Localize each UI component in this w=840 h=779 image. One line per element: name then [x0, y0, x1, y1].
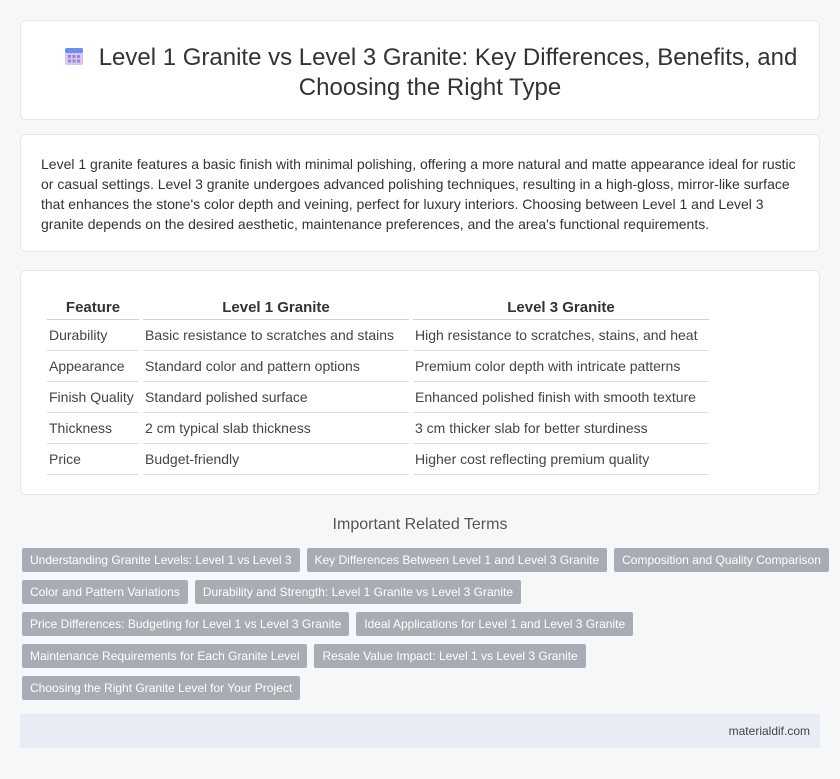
related-term-tag[interactable]: Color and Pattern Variations	[22, 580, 188, 604]
table-cell: Finish Quality	[47, 382, 139, 413]
table-row	[47, 382, 709, 413]
table-cell: Standard color and pattern options	[143, 351, 409, 382]
related-term-tag[interactable]: Choosing the Right Granite Level for Your Project	[22, 676, 300, 700]
table-cell: Enhanced polished finish with smooth texture	[413, 382, 709, 413]
header-feature: Feature	[47, 295, 139, 320]
header-level1: Level 1 Granite	[143, 295, 409, 320]
table-cell: Standard polished surface	[143, 382, 409, 413]
table-cell: Basic resistance to scratches and stains	[143, 320, 409, 351]
tag-row	[22, 676, 822, 700]
header-level3: Level 3 Granite	[413, 295, 709, 320]
tag-row	[22, 612, 822, 636]
related-terms-title: Important Related Terms	[332, 516, 508, 533]
header-card	[20, 20, 820, 120]
page-title	[61, 43, 799, 103]
table-cell: Durability	[47, 320, 139, 351]
related-term-tag[interactable]: Ideal Applications for Level 1 and Level 3 Granite	[356, 612, 633, 636]
tag-row	[22, 580, 822, 604]
related-term-tag[interactable]: Price Differences: Budgeting for Level 1 vs Level 3 Granite	[22, 612, 349, 636]
related-term-tag[interactable]: Understanding Granite Levels: Level 1 vs Level 3	[22, 548, 300, 572]
related-term-tag[interactable]: Durability and Strength: Level 1 Granite vs Level 3 Granite	[195, 580, 521, 604]
table-row	[47, 351, 709, 382]
table-row	[47, 444, 709, 475]
related-term-tag[interactable]: Maintenance Requirements for Each Granite Level	[22, 644, 307, 668]
comparison-table-card	[20, 270, 820, 495]
tag-row	[22, 548, 822, 572]
tag-row	[22, 644, 822, 668]
table-cell: High resistance to scratches, stains, and heat	[413, 320, 709, 351]
table-header-row	[47, 295, 709, 320]
related-terms-tags	[22, 548, 822, 708]
footer-site-link[interactable]: materialdif.com	[728, 724, 810, 738]
table-row	[47, 320, 709, 351]
table-cell: Higher cost reflecting premium quality	[413, 444, 709, 475]
table-cell: 3 cm thicker slab for better sturdiness	[413, 413, 709, 444]
table-cell: Premium color depth with intricate patterns	[413, 351, 709, 382]
intro-paragraph: Level 1 granite features a basic finish with minimal polishing, offering a more natural and matte appearance ideal for rustic or casual settings. Level 3 granite undergoes advanced polishing techniques, resulting in a high-gloss, mirror-like surface that enhances the stone's color depth and veining, perfect for luxury interiors. Choosing between Level 1 and Level 3 granite depends on the desired aesthetic, maintenance preferences, and the area's functional requirements.	[41, 156, 796, 232]
intro-card	[20, 134, 820, 252]
table-cell: Budget-friendly	[143, 444, 409, 475]
table-cell: Thickness	[47, 413, 139, 444]
table-cell: 2 cm typical slab thickness	[143, 413, 409, 444]
related-term-tag[interactable]: Composition and Quality Comparison	[614, 548, 829, 572]
table-cell: Price	[47, 444, 139, 475]
footer	[20, 714, 820, 748]
related-term-tag[interactable]: Resale Value Impact: Level 1 vs Level 3 Granite	[314, 644, 585, 668]
related-term-tag[interactable]: Key Differences Between Level 1 and Level 3 Granite	[307, 548, 608, 572]
title-wrap	[61, 43, 799, 103]
table-row	[47, 413, 709, 444]
comparison-table	[43, 295, 713, 475]
page-title-text: Level 1 Granite vs Level 3 Granite: Key Differences, Benefits, and Choosing the Right Type	[98, 44, 798, 101]
calendar-grid-icon	[63, 45, 85, 67]
table-cell: Appearance	[47, 351, 139, 382]
